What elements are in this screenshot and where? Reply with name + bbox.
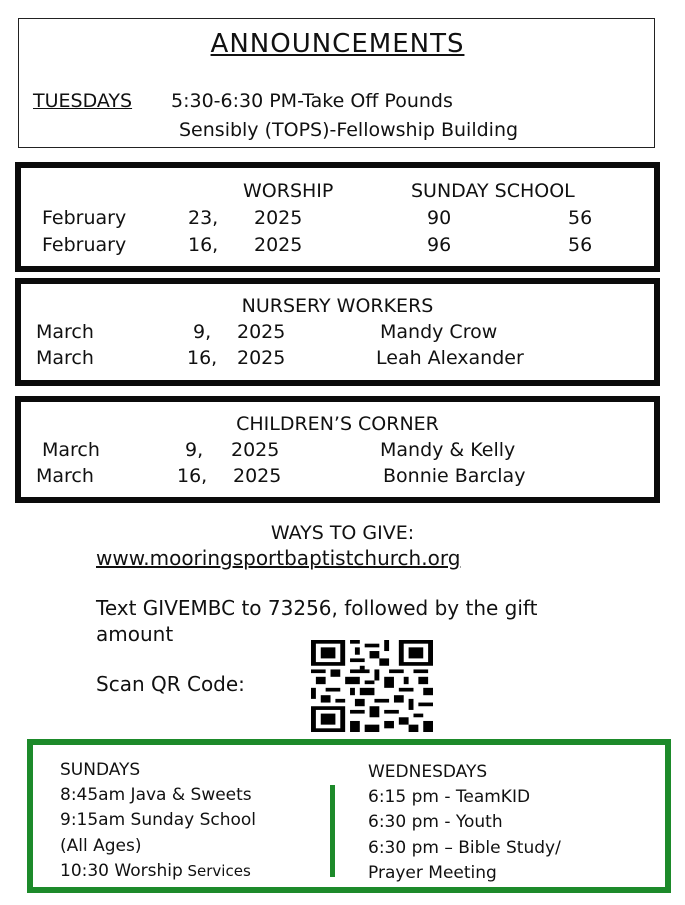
nursery-workers-box (15, 278, 660, 386)
childrens-row-2-year: 2025 (233, 465, 282, 487)
sunday-item-1: 8:45am Java & Sweets (60, 785, 252, 805)
nursery-row-1-month: March (36, 321, 94, 343)
text-to-give-line-1: Text GIVEMBC to 73256, followed by the gift (96, 596, 538, 620)
sunday-item-2: 9:15am Sunday School (60, 810, 257, 830)
nursery-row-2-year: 2025 (237, 347, 286, 369)
attendance-row-1-day: 23, (188, 207, 219, 229)
attendance-box (15, 162, 660, 272)
ways-to-give-title: WAYS TO GIVE: (270, 522, 415, 544)
childrens-row-2-month: March (36, 465, 94, 487)
childrens-row-2-name: Bonnie Barclay (383, 465, 526, 487)
sunday-school-header: SUNDAY SCHOOL (411, 180, 575, 202)
sunday-item-3: (All Ages) (60, 836, 142, 856)
announcements-day: TUESDAYS (33, 90, 133, 112)
wednesday-item-2: 6:30 pm - Youth (368, 812, 503, 832)
announcements-line-1: 5:30-6:30 PM-Take Off Pounds (171, 90, 453, 112)
wednesday-item-3: 6:30 pm – Bible Study/ (368, 838, 561, 858)
scan-qr-label: Scan QR Code: (96, 672, 245, 696)
attendance-row-2-ss: 56 (568, 234, 593, 256)
attendance-row-2-worship: 96 (427, 234, 452, 256)
childrens-row-1-month: March (42, 439, 100, 461)
nursery-row-1-year: 2025 (237, 321, 286, 343)
church-website-link[interactable]: www.mooringsportbaptistchurch.org (96, 546, 461, 570)
nursery-row-2-day: 16, (187, 347, 218, 369)
wednesday-item-1: 6:15 pm - TeamKID (368, 787, 531, 807)
childrens-row-2-day: 16, (177, 465, 208, 487)
nursery-row-1-name: Mandy Crow (380, 321, 498, 343)
sunday-item-4: 10:30 Worship Services (60, 861, 251, 881)
childrens-row-1-day: 9, (185, 439, 204, 461)
nursery-row-1-day: 9, (193, 321, 212, 343)
nursery-row-2-month: March (36, 347, 94, 369)
attendance-row-1-month: February (42, 207, 127, 229)
qr-code-icon[interactable] (311, 640, 433, 732)
attendance-row-2-day: 16, (188, 234, 219, 256)
attendance-row-1-worship: 90 (427, 207, 452, 229)
sundays-title: SUNDAYS (60, 760, 141, 780)
wednesday-item-4: Prayer Meeting (368, 863, 497, 883)
attendance-row-2-month: February (42, 234, 127, 256)
announcements-box (18, 18, 655, 148)
announcements-title: ANNOUNCEMENTS (210, 29, 465, 59)
childrens-corner-box (15, 396, 660, 503)
weekly-schedule-box (27, 739, 671, 893)
wednesdays-title: WEDNESDAYS (368, 762, 488, 782)
schedule-divider (330, 785, 335, 877)
worship-header: WORSHIP (243, 180, 334, 202)
attendance-row-1-year: 2025 (254, 207, 303, 229)
text-to-give-line-2: amount (96, 622, 174, 646)
attendance-row-2-year: 2025 (254, 234, 303, 256)
nursery-row-2-name: Leah Alexander (376, 347, 524, 369)
childrens-row-1-year: 2025 (231, 439, 280, 461)
nursery-title: NURSERY WORKERS (241, 295, 434, 317)
attendance-row-1-ss: 56 (568, 207, 593, 229)
childrens-row-1-name: Mandy & Kelly (380, 439, 516, 461)
announcements-line-2: Sensibly (TOPS)-Fellowship Building (179, 119, 519, 141)
childrens-title: CHILDREN’S CORNER (236, 413, 439, 435)
